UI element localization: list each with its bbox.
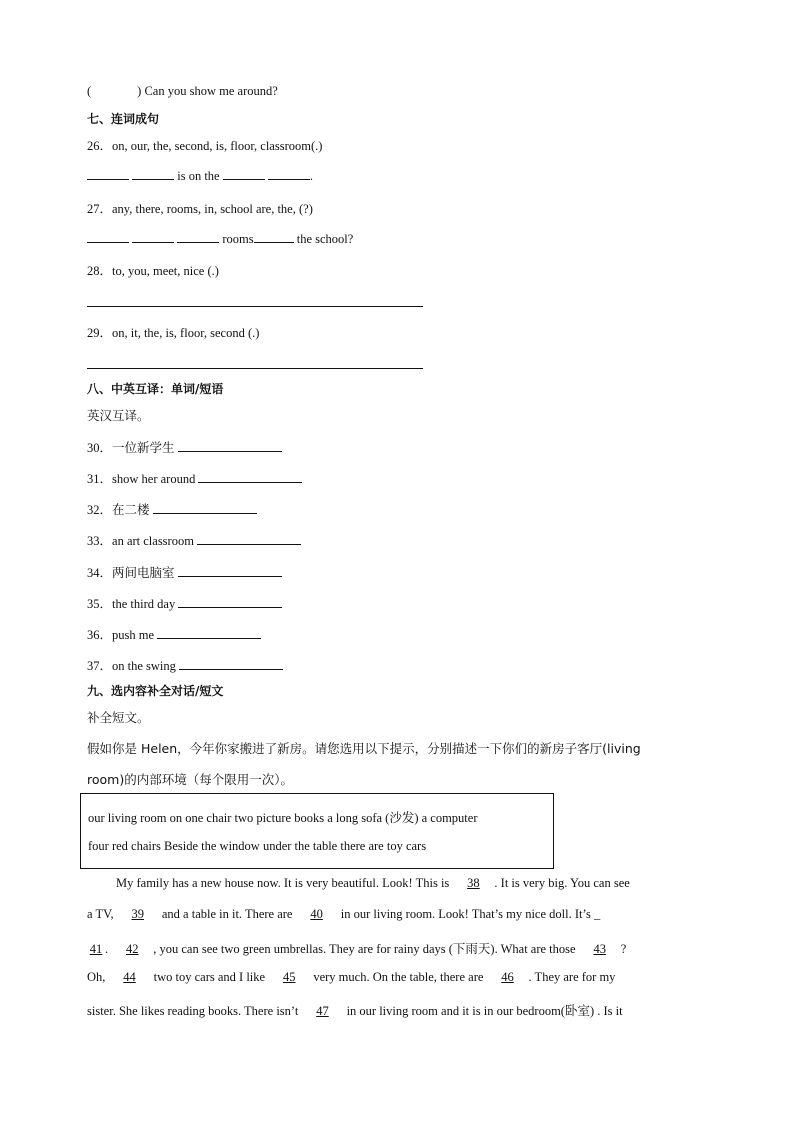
- question-25-text: Can you show me around?: [144, 84, 278, 98]
- question-29-prompt: 29．on, it, the, is, floor, second (.): [87, 326, 260, 340]
- blank[interactable]: [268, 167, 310, 180]
- blank[interactable]: [132, 230, 174, 243]
- answer-blank[interactable]: [178, 595, 282, 608]
- passage-line-2: a TV, 39 and a table in it. There are 40 in our living room. Look! That’s my nice doll. It’s _: [87, 907, 601, 921]
- blank-42[interactable]: 42: [126, 942, 139, 956]
- translate-item: 34．两间电脑室: [87, 563, 282, 581]
- answer-blank[interactable]: [178, 439, 282, 452]
- answer-blank[interactable]: [179, 657, 283, 670]
- translate-item: 33．an art classroom: [87, 531, 301, 549]
- blank[interactable]: [223, 167, 265, 180]
- section-9-title: 九、选内容补全对话/短文: [87, 684, 224, 698]
- answer-blank[interactable]: [157, 626, 261, 639]
- blank-39[interactable]: 39: [131, 907, 144, 921]
- blank[interactable]: [177, 230, 219, 243]
- question-28-prompt: 28．to, you, meet, nice (.): [87, 264, 219, 278]
- section-8-title: 八、中英互译：单词/短语: [87, 382, 224, 396]
- word-bank-row-2: four red chairs Beside the window under the table there are toy cars: [88, 839, 427, 853]
- question-26-prompt: 26．on, our, the, second, is, floor, classroom(.): [87, 139, 323, 153]
- blank-44[interactable]: 44: [123, 970, 136, 984]
- answer-blank[interactable]: [198, 470, 302, 483]
- translate-item: 31．show her around: [87, 469, 302, 487]
- passage-line-1: My family has a new house now. It is very beautiful. Look! This is 38 . It is very big. You can see: [116, 876, 630, 890]
- question-29-answer-line[interactable]: [87, 368, 423, 369]
- blank[interactable]: [254, 230, 294, 243]
- section-7-title: 七、连词成句: [87, 112, 160, 126]
- question-27-prompt: 27．any, there, rooms, in, school are, the, (?): [87, 202, 313, 216]
- blank-41[interactable]: 41: [89, 942, 103, 956]
- word-bank-box: [80, 793, 554, 869]
- question-27-answer: rooms the school?: [87, 230, 353, 247]
- passage-line-3: 41 . 42 , you can see two green umbrellas. They are for rainy days (下雨天). What are those 43 ?: [87, 939, 626, 957]
- section-9-description-2: room)的内部环境（每个限用一次）。: [87, 772, 293, 787]
- blank-38[interactable]: 38: [467, 876, 480, 890]
- answer-blank[interactable]: [178, 564, 282, 577]
- question-28-answer-line[interactable]: [87, 306, 423, 307]
- translate-item: 30．一位新学生: [87, 438, 282, 456]
- blank-45[interactable]: 45: [282, 970, 296, 984]
- blank-43[interactable]: 43: [593, 942, 606, 956]
- blank[interactable]: [87, 230, 129, 243]
- passage-line-5: sister. She likes reading books. There isn’t 47 in our living room and it is in our bedroom(卧室) . Is it: [87, 1004, 623, 1018]
- translate-item: 32．在二楼: [87, 500, 257, 518]
- blank-40[interactable]: 40: [310, 907, 323, 921]
- blank[interactable]: [132, 167, 174, 180]
- translate-item: 35．the third day: [87, 594, 282, 612]
- passage-line-4: Oh, 44 two toy cars and I like 45 very much. On the table, there are 46 . They are for my: [87, 970, 616, 984]
- blank-47[interactable]: 47: [316, 1004, 329, 1018]
- blank[interactable]: [87, 167, 129, 180]
- translate-item: 37．on the swing: [87, 656, 283, 674]
- section-8-instruction: 英汉互译。: [87, 408, 150, 423]
- question-25: ( ) Can you show me around?: [87, 84, 278, 98]
- translate-item: 36．push me: [87, 625, 261, 643]
- answer-blank[interactable]: [197, 532, 301, 545]
- question-26-answer: is on the .: [87, 167, 313, 184]
- word-bank-row-1: our living room on one chair two picture books a long sofa (沙发) a computer: [88, 811, 478, 825]
- section-9-description-1: 假如你是 Helen，今年你家搬进了新房。请您选用以下提示，分别描述一下你们的新房子客厅(living: [87, 741, 641, 756]
- answer-blank[interactable]: [153, 501, 257, 514]
- section-9-instruction: 补全短文。: [87, 710, 150, 725]
- blank-46[interactable]: 46: [501, 970, 514, 984]
